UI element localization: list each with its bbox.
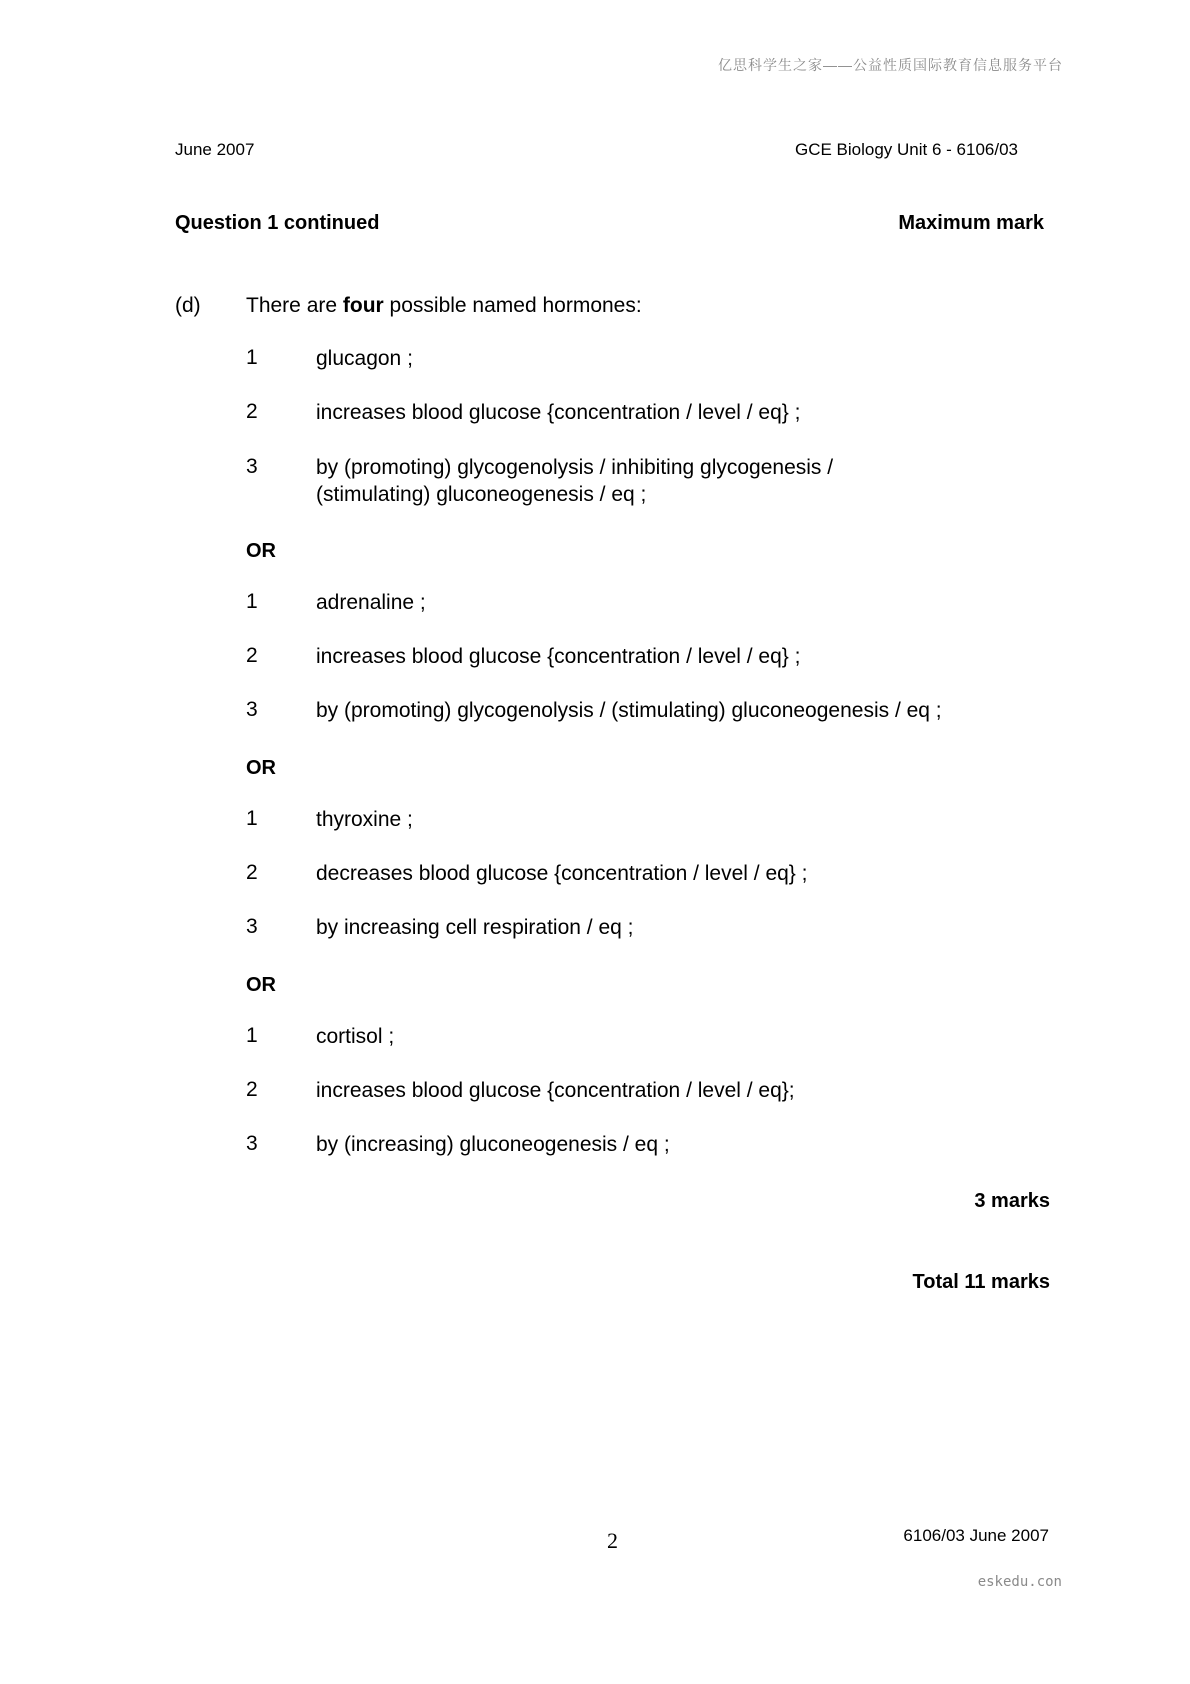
- item-text: by (promoting) glycogenolysis / inhibiting glycogenesis /: [316, 456, 834, 479]
- item-number: 3: [246, 455, 258, 478]
- item-text: by (increasing) gluconeogenesis / eq ;: [316, 1133, 670, 1156]
- or-label: OR: [246, 757, 276, 779]
- total-marks: Total 11 marks: [912, 1271, 1050, 1293]
- or-label: OR: [246, 974, 276, 996]
- item-number: 2: [246, 644, 258, 667]
- item-text: increases blood glucose {concentration / level / eq} ;: [316, 645, 801, 668]
- footer-code: 6106/03 June 2007: [903, 1526, 1049, 1545]
- intro-post: possible named hormones:: [383, 294, 642, 317]
- item-number: 3: [246, 915, 258, 938]
- item-number: 2: [246, 1078, 258, 1101]
- intro-bold: four: [342, 294, 384, 317]
- section-title: Question 1 continued: [175, 212, 380, 234]
- item-number: 1: [246, 590, 258, 613]
- item-number: 1: [246, 807, 258, 830]
- part-letter: (d): [175, 294, 201, 317]
- max-mark-label: Maximum mark: [898, 212, 1044, 234]
- item-text: increases blood glucose {concentration / level / eq} ;: [316, 401, 801, 424]
- watermark-bottom: eskedu.con: [977, 1574, 1062, 1590]
- item-number: 2: [246, 400, 258, 423]
- item-text: adrenaline ;: [316, 591, 426, 614]
- part-intro: [246, 294, 642, 318]
- item-number: 2: [246, 861, 258, 884]
- item-number: 1: [246, 346, 258, 369]
- item-text: cortisol ;: [316, 1025, 395, 1048]
- item-number: 3: [246, 1132, 258, 1155]
- item-text: by increasing cell respiration / eq ;: [316, 916, 634, 939]
- or-label: OR: [246, 540, 276, 562]
- item-text: glucagon ;: [316, 347, 413, 370]
- item-text: increases blood glucose {concentration / level / eq};: [316, 1079, 795, 1102]
- item-text: by (promoting) glycogenolysis / (stimulating) gluconeogenesis / eq ;: [316, 699, 942, 722]
- item-text-continuation: (stimulating) gluconeogenesis / eq ;: [316, 483, 647, 506]
- part-marks: 3 marks: [974, 1190, 1050, 1212]
- intro-pre: There are: [246, 294, 343, 317]
- item-number: 1: [246, 1024, 258, 1047]
- item-text: thyroxine ;: [316, 808, 413, 831]
- page-number: 2: [607, 1528, 618, 1553]
- header-date: June 2007: [175, 140, 255, 159]
- item-text: decreases blood glucose {concentration / level / eq} ;: [316, 862, 808, 885]
- watermark-top: 亿思科学生之家——公益性质国际教育信息服务平台: [718, 57, 1063, 73]
- item-number: 3: [246, 698, 258, 721]
- header-unit: GCE Biology Unit 6 - 6106/03: [794, 140, 1018, 159]
